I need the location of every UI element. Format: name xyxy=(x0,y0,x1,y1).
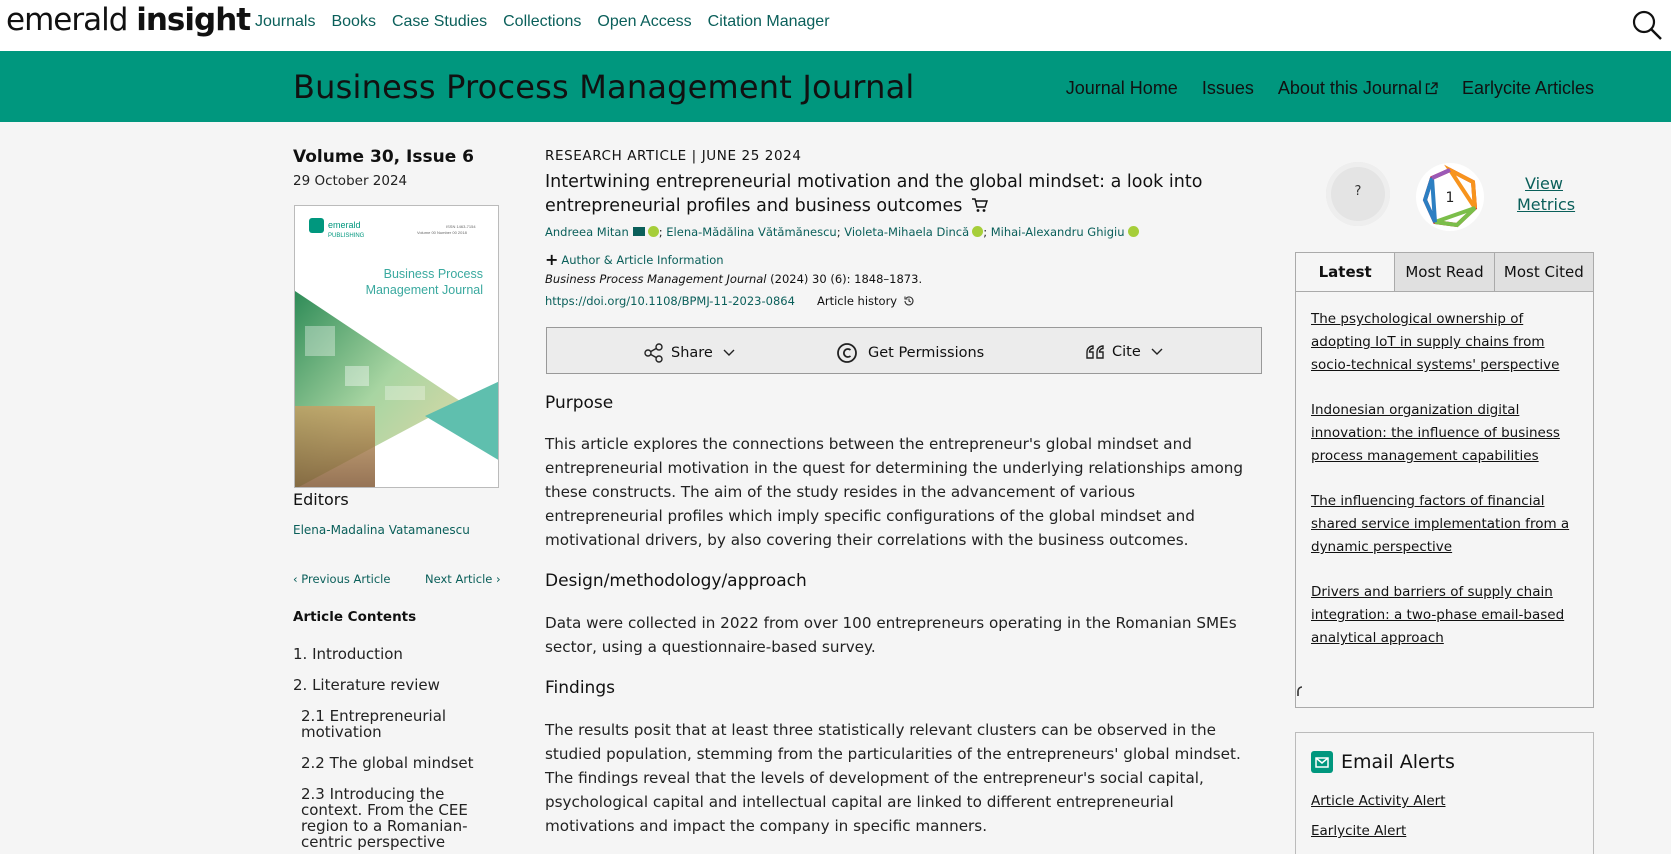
tab-most-cited[interactable]: Most Cited xyxy=(1494,253,1593,291)
toc-item[interactable]: 1. Introduction xyxy=(293,645,403,663)
article-contents-heading: Article Contents xyxy=(293,609,417,625)
top-navigation xyxy=(0,0,1671,51)
section-heading: Design/methodology/approach xyxy=(545,571,807,591)
logo-text-bold: insight xyxy=(136,2,251,38)
section-paragraph: Data were collected in 2022 from over 100 entrepreneurs operating in the Romanian SMEs sector, using a questionnaire-based survey. xyxy=(545,614,1237,656)
dimensions-badge[interactable] xyxy=(1413,162,1487,232)
articles-tab-panel xyxy=(1295,252,1594,708)
email-alerts-title: Email Alerts xyxy=(1341,751,1455,773)
editors-heading: Editors xyxy=(293,490,349,509)
section-heading: Findings xyxy=(545,678,615,698)
editor-link[interactable]: Elena-Madalina Vatamanescu xyxy=(293,523,470,537)
share-icon xyxy=(643,342,665,364)
issues-link[interactable]: Issues xyxy=(1201,78,1254,98)
about-journal-link[interactable] xyxy=(1278,78,1438,99)
article-date: JUNE 25 2024 xyxy=(701,148,802,164)
orcid-icon[interactable] xyxy=(648,226,659,237)
article-history-toggle[interactable] xyxy=(817,294,915,308)
email-icon[interactable] xyxy=(633,227,645,236)
journal-home-link[interactable]: Journal Home xyxy=(1065,78,1178,98)
issue-date: 29 October 2024 xyxy=(293,173,408,189)
toc-item[interactable]: 2. Literature review xyxy=(293,676,440,694)
previous-article-label: Previous Article xyxy=(301,572,391,586)
share-label: Share xyxy=(671,345,713,361)
plus-icon: + xyxy=(545,250,559,269)
article-tabs xyxy=(1296,253,1593,292)
next-article-link[interactable]: Next Article › xyxy=(425,572,501,586)
article-title xyxy=(545,171,1205,218)
latest-articles-list xyxy=(1296,292,1593,650)
article-title-text: Intertwining entrepreneurial motivation and the global mindset: a look into entrepreneurial profiles and business outcomes xyxy=(545,172,1203,216)
get-permissions-button[interactable] xyxy=(836,342,984,364)
history-icon xyxy=(903,295,915,307)
nav-books[interactable]: Books xyxy=(331,13,376,30)
svg-text:emerald: emerald xyxy=(328,220,361,230)
journal-header xyxy=(0,51,1671,122)
nav-journals[interactable]: Journals xyxy=(255,13,316,30)
author-list xyxy=(545,225,1139,239)
section-paragraph: The results posit that at least three statistically relevant clusters can be observed in the studied population, stemming from the particularities of the entrepreneurs' global mindset. The findings reveal that the levels of development of the entrepreneur's social capital, psychological capital and intellectual capital are linked to different entrepreneurial motivations and impact the company in specific manners. xyxy=(545,721,1241,835)
cover-art xyxy=(295,206,499,488)
author-info-label: Author & Article Information xyxy=(561,253,724,267)
altmetric-badge[interactable] xyxy=(1326,162,1390,226)
quote-icon xyxy=(1084,342,1106,362)
loading-spinner-icon xyxy=(1296,685,1308,697)
share-button[interactable] xyxy=(643,342,735,364)
emerald-insight-logo[interactable] xyxy=(6,2,250,38)
section-paragraph: This article explores the connections between the entrepreneur's global mindset and entrepreneurial motivation in the quest for determining the underlying relationships among these constructs. The aim of the study resides in the advancement of various entrepreneurial profiles which imply specific configurations of the global mindset and motivational drivers, by also covering their correlations with the business outcomes. xyxy=(545,435,1244,549)
previous-article-link[interactable]: ‹ Previous Article xyxy=(293,572,391,586)
next-article-label: Next Article xyxy=(425,572,493,586)
svg-text:ISSN 1463-7154: ISSN 1463-7154 xyxy=(446,224,476,229)
article-type: RESEARCH ARTICLE xyxy=(545,148,687,164)
doi-link[interactable]: https://doi.org/10.1108/BPMJ-11-2023-0864 xyxy=(545,294,795,308)
author-separator: ; xyxy=(836,225,845,239)
citation-details: (2024) 30 (6): 1848–1873. xyxy=(770,272,923,286)
email-alerts-heading xyxy=(1311,751,1455,773)
article-history-label: Article history xyxy=(817,294,898,308)
cite-button[interactable] xyxy=(1084,342,1163,362)
earlycite-alert-link[interactable]: Earlycite Alert xyxy=(1311,823,1407,839)
toc-item[interactable]: 2.2 The global mindset xyxy=(301,754,474,772)
copyright-icon xyxy=(836,342,858,364)
nav-case-studies[interactable]: Case Studies xyxy=(391,13,488,30)
svg-text:Volume 00 Number 00 2018: Volume 00 Number 00 2018 xyxy=(417,230,467,235)
author-link[interactable]: Mihai-Alexandru Ghigiu xyxy=(990,225,1125,239)
logo-text-light: emerald xyxy=(6,2,128,38)
orcid-icon[interactable] xyxy=(1128,226,1139,237)
latest-article-link[interactable]: Indonesian organization digital innovation: the influence of business process management capabilities xyxy=(1311,402,1560,464)
cite-label: Cite xyxy=(1112,344,1141,360)
kicker-separator: | xyxy=(691,148,702,164)
author-link[interactable]: Andreea Mitan xyxy=(545,225,629,239)
article-tools-bar xyxy=(546,327,1262,374)
article-citation xyxy=(545,272,922,286)
view-metrics-link[interactable]: View Metrics xyxy=(1517,174,1576,214)
author-link[interactable]: Violeta-Mihaela Dincă xyxy=(844,225,970,239)
tab-most-read[interactable]: Most Read xyxy=(1394,253,1493,291)
author-link[interactable]: Elena-Mădălina Vătămănescu xyxy=(666,225,837,239)
nav-collections[interactable]: Collections xyxy=(503,13,582,30)
orcid-icon[interactable] xyxy=(972,226,983,237)
latest-article-link[interactable]: The influencing factors of financial shared service implementation from a dynamic perspective xyxy=(1311,493,1570,555)
search-icon[interactable] xyxy=(1630,8,1664,42)
cart-icon[interactable] xyxy=(971,197,988,213)
nav-open-access[interactable]: Open Access xyxy=(597,13,692,30)
chevron-down-icon xyxy=(723,349,735,357)
earlycite-link[interactable]: Earlycite Articles xyxy=(1461,78,1594,98)
svg-text:Management Journal: Management Journal xyxy=(365,283,483,297)
journal-cover-image[interactable] xyxy=(294,205,499,488)
journal-title[interactable]: Business Process Management Journal xyxy=(293,68,915,106)
latest-article-link[interactable]: Drivers and barriers of supply chain integration: a two-phase email-based analytical approach xyxy=(1311,584,1565,646)
chevron-down-icon xyxy=(1151,348,1163,356)
article-kicker xyxy=(545,148,802,164)
article-activity-alert-link[interactable]: Article Activity Alert xyxy=(1311,793,1446,809)
latest-article-link[interactable]: The psychological ownership of adopting IoT in supply chains from socio-technical systems' perspective xyxy=(1311,311,1560,373)
toc-item[interactable]: 2.3 Introducing the context. From the CEE region to a Romanian-centric perspective xyxy=(301,785,468,851)
svg-text:PUBLISHING: PUBLISHING xyxy=(328,233,365,239)
get-permissions-label: Get Permissions xyxy=(868,345,985,361)
author-separator: ; xyxy=(983,225,991,239)
altmetric-value: ? xyxy=(1354,184,1362,199)
nav-citation-manager[interactable]: Citation Manager xyxy=(707,13,830,30)
main-nav xyxy=(255,13,830,31)
about-journal-label: About this Journal xyxy=(1277,78,1422,98)
tab-latest[interactable]: Latest xyxy=(1296,253,1394,291)
citation-journal: Business Process Management Journal xyxy=(545,272,767,286)
dimensions-count: 1 xyxy=(1445,190,1455,206)
svg-text:Business Process: Business Process xyxy=(383,267,483,281)
author-separator: ; xyxy=(658,225,667,239)
author-info-toggle[interactable] xyxy=(545,250,724,269)
table-of-contents xyxy=(293,646,498,854)
issue-volume[interactable]: Volume 30, Issue 6 xyxy=(293,147,474,167)
envelope-icon xyxy=(1311,751,1333,773)
external-link-icon xyxy=(1425,82,1438,95)
section-heading: Purpose xyxy=(545,393,614,413)
email-alerts-panel xyxy=(1295,732,1594,854)
journal-nav xyxy=(1066,78,1594,99)
toc-item[interactable]: 2.1 Entrepreneurial motivation xyxy=(301,707,447,741)
